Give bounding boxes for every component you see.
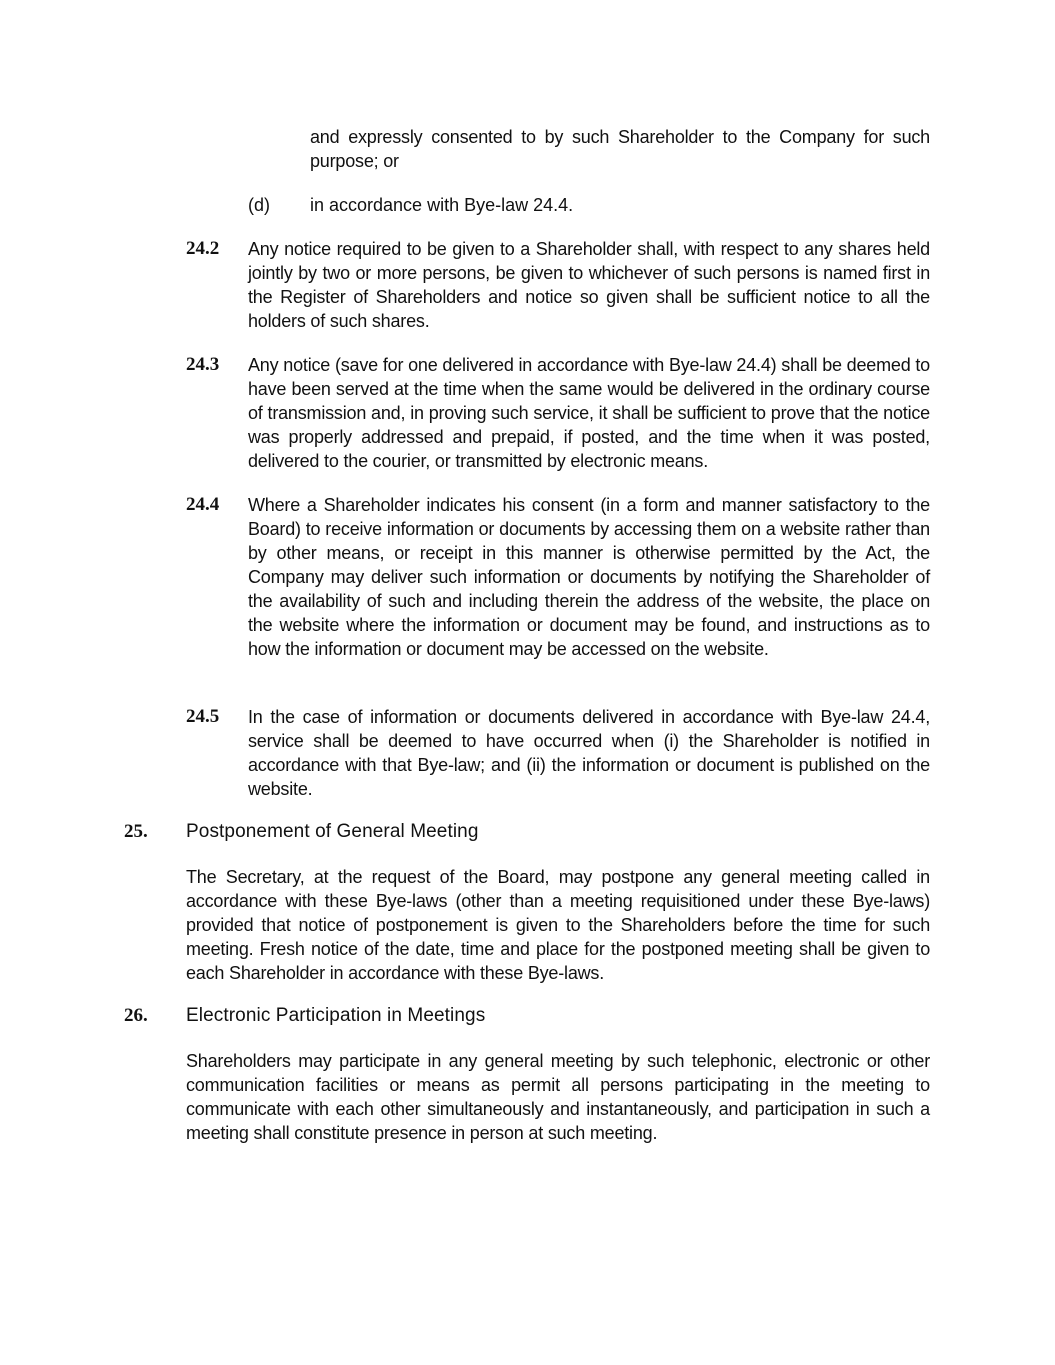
item-d-label: (d) — [248, 195, 270, 215]
clause-text-24-4: Where a Shareholder indicates his consent (in a form and manner satisfactory to the Board) to receive information or documents by accessing them on a website rather than by other means, or receipt in this manner is otherwise permitted by the Act, the Company may deliver such information or documents by notifying the Shareholder of the availability of such and including therein the address of the website, the place on the website where the information or document may be found, and instructions as to how the information or document may be accessed on the website. — [248, 495, 930, 659]
clause-number-24-3: 24.3 — [186, 354, 220, 375]
clause-text-24-5: In the case of information or documents delivered in accordance with Bye-law 24.4, service shall be deemed to have occurred when (i) the Shareholder is notified in accordance with that Bye-law; and (ii) the information or document is published on the website. — [248, 707, 930, 799]
section-body-26: Shareholders may participate in any general meeting by such telephonic, electronic or other communication facilities or means as permit all persons participating in the meeting to communicate with each other simultaneously and instantaneously, and participation in such a meeting shall constitute presence in person at such meeting. — [186, 1051, 930, 1143]
clause-number-24-4: 24.4 — [186, 494, 220, 515]
section-title-25: Postponement of General Meeting — [186, 821, 479, 842]
section-number-26: 26. — [124, 1005, 148, 1026]
item-d-text: in accordance with Bye-law 24.4. — [310, 195, 574, 215]
clause-text-24-2: Any notice required to be given to a Shareholder shall, with respect to any shares held jointly by two or more persons, be given to whichever of such persons is named first in the Register of Shareholders and notice so given shall be sufficient notice to all the holders of such shares. — [248, 239, 930, 331]
section-number-25: 25. — [124, 821, 148, 842]
section-title-26: Electronic Participation in Meetings — [186, 1005, 486, 1026]
section-body-25: The Secretary, at the request of the Board, may postpone any general meeting called in accordance with these Bye-laws (other than a meeting requisitioned under these Bye-laws) provided that notice of postponement is given to the Shareholders before the time for such meeting. Fresh notice of the date, time and place for the postponed meeting shall be given to each Shareholder in accordance with these Bye-laws. — [186, 867, 930, 983]
continuation-paragraph: and expressly consented to by such Shareholder to the Company for such purpose; or — [310, 127, 930, 171]
clause-number-24-5: 24.5 — [186, 706, 220, 727]
clause-number-24-2: 24.2 — [186, 238, 220, 259]
clause-text-24-3: Any notice (save for one delivered in accordance with Bye-law 24.4) shall be deemed to have been served at the time when the same would be delivered in the ordinary course of transmission and, in proving such service, it shall be sufficient to prove that the notice was properly addressed and prepaid, if posted, and the time when it was posted, delivered to the courier, or transmitted by electronic means. — [248, 355, 930, 471]
